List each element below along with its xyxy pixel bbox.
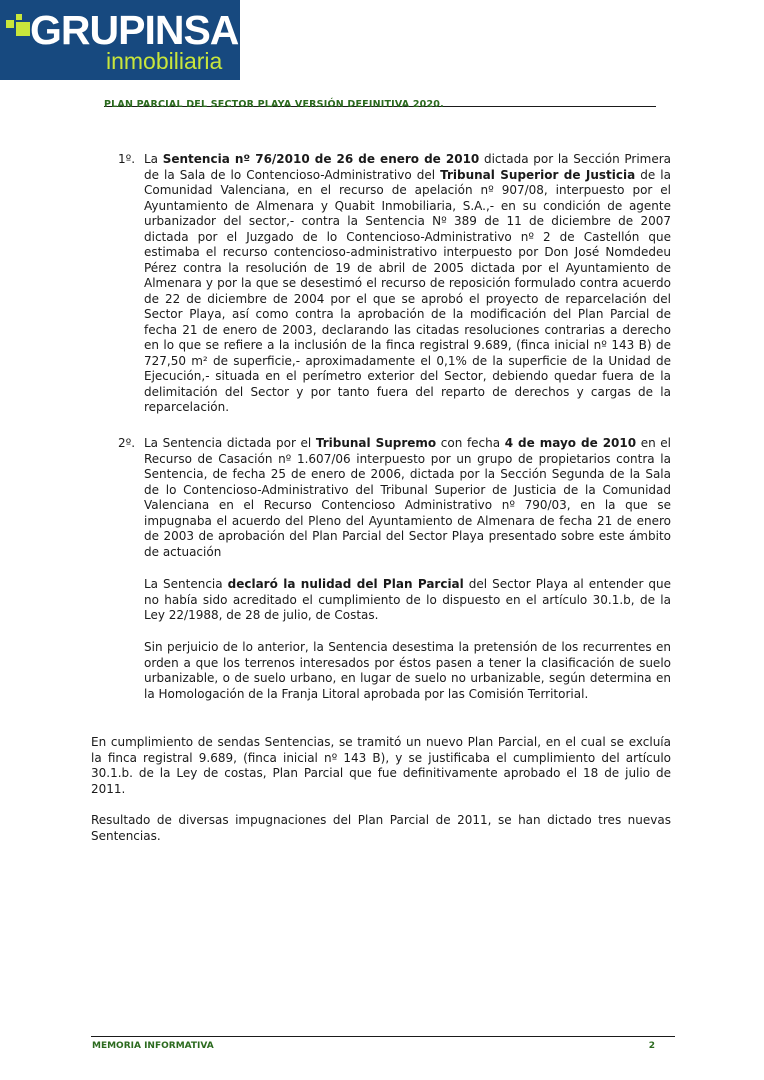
page-number: 2 bbox=[648, 1041, 655, 1051]
body-paragraph: Resultado de diversas impugnaciones del Plan Parcial de 2011, se han dictado tres nuevas Sentencias. bbox=[91, 813, 671, 843]
logo-mark-icon bbox=[6, 14, 32, 40]
text-segment: del Sector Playa al entender que no había sido acreditado el cumplimiento de lo dispuesto en el artículo 30.1.b, de la Ley 22/1988, de 28 de julio, de Costas. bbox=[144, 577, 671, 622]
text-segment: La Sentencia dictada por el bbox=[144, 436, 316, 450]
text-segment: en el Recurso de Casación nº 1.607/06 interpuesto por un grupo de propietarios contra la Sentencia, de fecha 25 de enero de 2006, dictada por la Sección Segunda de la Sala de lo Contencioso-Administrativo del Tribunal Superior de Justicia de la Comunidad Valenciana en el Recurso Contencioso Administrativo nº 790/03, en la que se impugnaba el acuerdo del Pleno del Ayuntamiento de Almenara de fecha 21 de enero de 2003 de aprobación del Plan Parcial del Sector Playa presentado sobre este ámbito de actuación bbox=[144, 436, 672, 559]
logo-subtitle: inmobiliaria bbox=[106, 48, 223, 74]
item-number: 1º. bbox=[118, 152, 136, 166]
text-segment: La Sentencia bbox=[144, 577, 228, 591]
header-title: PLAN PARCIAL DEL SECTOR PLAYA VERSIÓN DEFINITIVA 2020. bbox=[104, 99, 444, 110]
document-header bbox=[104, 92, 656, 110]
logo-name: GRUPINSA bbox=[30, 7, 239, 53]
bold-segment: Tribunal Supremo bbox=[315, 436, 437, 450]
text-segment: La bbox=[144, 152, 163, 166]
text-segment: dictada por la Sección Primera de la Sala de lo Contencioso-Administrativo del bbox=[144, 152, 672, 182]
item-number: 2º. bbox=[118, 436, 136, 450]
bold-segment: Sentencia nº 76/2010 de 26 de enero de 2010 bbox=[162, 152, 480, 166]
text-segment: de la Comunidad Valenciana, en el recurso de apelación nº 907/08, interpuesto por el Ayuntamiento de Almenara y Quabit Inmobiliaria, S.A.,- en su condición de agente urbanizador del sector,- contra la Sentencia Nº 389 de 11 de diciembre de 2007 dictada por el Juzgado de lo Contencioso-Administrativo nº 2 de Castellón que estimaba el recurso contencioso-administrativo interpuesto por Don José Nomdedeu Pérez contra la resolución de 19 de abril de 2005 dictada por el Ayuntamiento de Almenara y por la que se desestimó el recurso de reposición formulado contra acuerdo de 22 de diciembre de 2004 por el que se aprobó el proyecto de reparcelación del Sector Playa, así como contra la aprobación de la modificación del Plan Parcial de fecha 21 de enero de 2003, declarando las citadas resoluciones contrarias a derecho en lo que se refiere a la inclusión de la finca registral 9.689, (finca inicial nº 143 B) de 727,50 m² de superficie,- aproximadamente el 0,1% de la superficie de la Unidad de Ejecución,- situada en el perímetro exterior del Sector, debiendo quedar fuera de la delimitación del Sector y por tanto fuera del reparto de derechos y cargas de la reparcelación. bbox=[144, 167, 671, 414]
text-segment: Sin perjuicio de lo anterior, la Sentencia desestima la pretensión de los recurrentes en orden a que los terrenos interesados por éstos pasen a tener la clasificación de suelo urbanizable, o de suelo urbano, en lugar de suelo no urbanizable, según determina en la Homologación de la Franja Litoral aprobada por las Comisión Territorial. bbox=[144, 640, 671, 701]
item-paragraph bbox=[144, 436, 671, 560]
text-segment: con fecha bbox=[436, 436, 505, 450]
footer-label: MEMORIA INFORMATIVA bbox=[92, 1041, 214, 1051]
item-paragraph bbox=[144, 152, 671, 416]
page-footer bbox=[91, 1036, 675, 1053]
sub-paragraph bbox=[144, 577, 671, 624]
sub-paragraph bbox=[144, 640, 671, 702]
body-paragraph: En cumplimiento de sendas Sentencias, se tramitó un nuevo Plan Parcial, en el cual se excluía la finca registral 9.689, (finca inicial nº 143 B), y se justificaba el cumplimiento del artículo 30.1.b. de la Ley de costas, Plan Parcial que fue definitivamente aprobado el 18 de julio de 2011. bbox=[91, 735, 671, 796]
bold-segment: 4 de mayo de 2010 bbox=[504, 436, 637, 450]
bold-segment: Tribunal Superior de Justicia bbox=[440, 167, 636, 182]
bold-segment: declaró la nulidad del Plan Parcial bbox=[227, 577, 464, 591]
company-logo bbox=[0, 0, 240, 80]
